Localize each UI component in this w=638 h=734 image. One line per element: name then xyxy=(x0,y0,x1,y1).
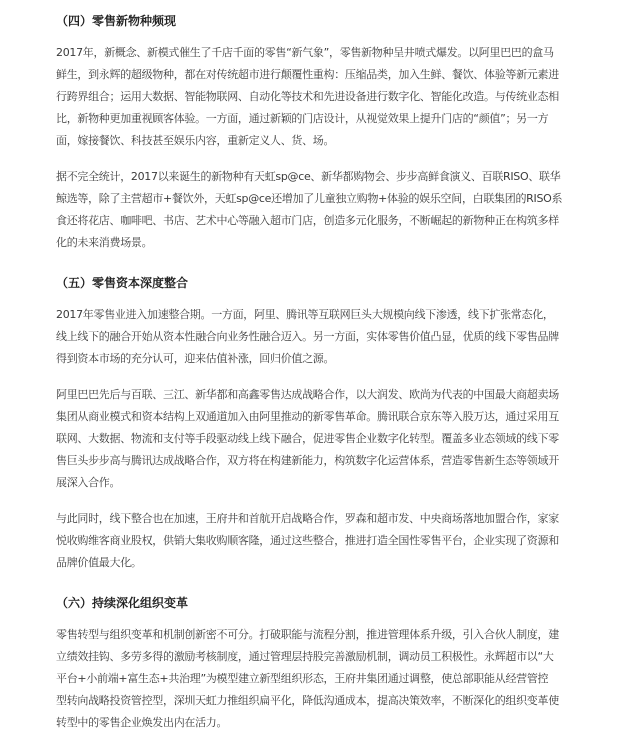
section-5-paragraph-1 xyxy=(56,304,602,370)
text-line: 面，嫁接餐饮、科技甚至娱乐内容，重新定义人、货、场。 xyxy=(56,134,335,147)
text-line: 平台+小前端+富生态+共治理”为模型建立新型组织形态，王府井集团通过调整，使总部职能从经营管控 xyxy=(56,672,549,685)
text-line: 集团从商业模式和资本结构上双通道加入由阿里推动的新零售革命。腾讯联合京东等入股万达，通过采用互 xyxy=(56,410,559,423)
text-line: 转型中的零售企业焕发出内在活力。 xyxy=(56,716,228,729)
section-4-paragraph-2 xyxy=(56,166,602,254)
section-heading-5: （五）零售资本深度整合 xyxy=(56,276,189,290)
text-line: 品牌价值最大化。 xyxy=(56,556,142,569)
text-line: 比，新物种更加重视顾客体验。一方面，通过新颖的门店设计，从视觉效果上提升门店的“颜值”；另一方 xyxy=(56,112,549,125)
section-4-paragraph-1 xyxy=(56,42,602,152)
text-line: 与此同时，线下整合也在加速，王府井和首航开启战略合作，罗森和超市发、中央商场落地加盟合作，家家 xyxy=(56,512,559,525)
text-line: 联网、大数据、物流和支付等手段驱动线上线下融合，促进零售企业数字化转型。覆盖多业态领域的线下零 xyxy=(56,432,559,445)
text-line: 售巨头步步高与腾讯达成战略合作，双方将在构建新能力，构筑数字化运营体系，营造零售新生态等领域开 xyxy=(56,454,559,467)
text-line: 食还将花店、咖啡吧、书店、艺术中心等融入超市门店，创造多元化服务，不断崛起的新物种正在构筑多样 xyxy=(56,214,559,227)
text-line: 化的未来消费场景。 xyxy=(56,236,153,249)
text-line: 2017年零售业进入加速整合期。一方面，阿里、腾讯等互联网巨头大规模向线下渗透，线下扩张常态化， xyxy=(56,308,554,321)
section-heading-6: （六）持续深化组织变革 xyxy=(56,596,189,610)
text-line: 零售转型与组织变革和机制创新密不可分。打破职能与流程分割，推进管理体系升级，引入合伙人制度，建 xyxy=(56,628,559,641)
text-line: 悦收购维客商业股权，供销大集收购顺客隆，通过这些整合，推进打造全国性零售平台，企业实现了资源和 xyxy=(56,534,559,547)
text-line: 鲸选等，除了主营超市+餐饮外，天虹sp@ce还增加了儿童独立购物+体验的娱乐空间，白联集团的RISO系 xyxy=(56,192,563,205)
text-line: 得到资本市场的充分认可，迎来估值补涨，回归价值之源。 xyxy=(56,352,335,365)
text-line: 2017年，新概念、新模式催生了千店千面的零售“新气象”，零售新物种呈井喷式爆发。以阿里巴巴的盒马 xyxy=(56,46,554,59)
section-heading-4: （四）零售新物种频现 xyxy=(56,14,177,28)
text-line: 线上线下的融合开始从资本性融合向业务性融合迈入。另一方面，实体零售价值凸显，优质的线下零售品牌 xyxy=(56,330,559,343)
text-line: 立绩效挂钩、多劳多得的激励考核制度，通过管理层持股完善激励机制，调动员工积极性。永辉超市以“大 xyxy=(56,650,554,663)
text-line: 展深入合作。 xyxy=(56,476,121,489)
section-5-paragraph-2 xyxy=(56,384,602,494)
text-line: 阿里巴巴先后与百联、三江、新华都和高鑫零售达成战略合作，以大润发、欧尚为代表的中国最大商超卖场 xyxy=(56,388,559,401)
section-5-paragraph-3 xyxy=(56,508,602,574)
text-line: 据不完全统计，2017以来诞生的新物种有天虹sp@ce、新华都购物会、步步高鲜食演义、百联RISO、联华 xyxy=(56,170,561,183)
text-line: 行跨界组合；运用大数据、智能物联网、自动化等技术和先进设备进行数字化、智能化改造。与传统业态相 xyxy=(56,90,559,103)
text-line: 型转向战略投资管控型，深圳天虹力推组织扁平化，降低沟通成本，提高决策效率，不断深化的组织变革使 xyxy=(56,694,559,707)
section-6-paragraph-1 xyxy=(56,624,602,734)
text-line: 鲜生，到永辉的超级物种，都在对传统超市进行颠覆性重构：压缩品类，加入生鲜、餐饮、体验等新元素进 xyxy=(56,68,559,81)
